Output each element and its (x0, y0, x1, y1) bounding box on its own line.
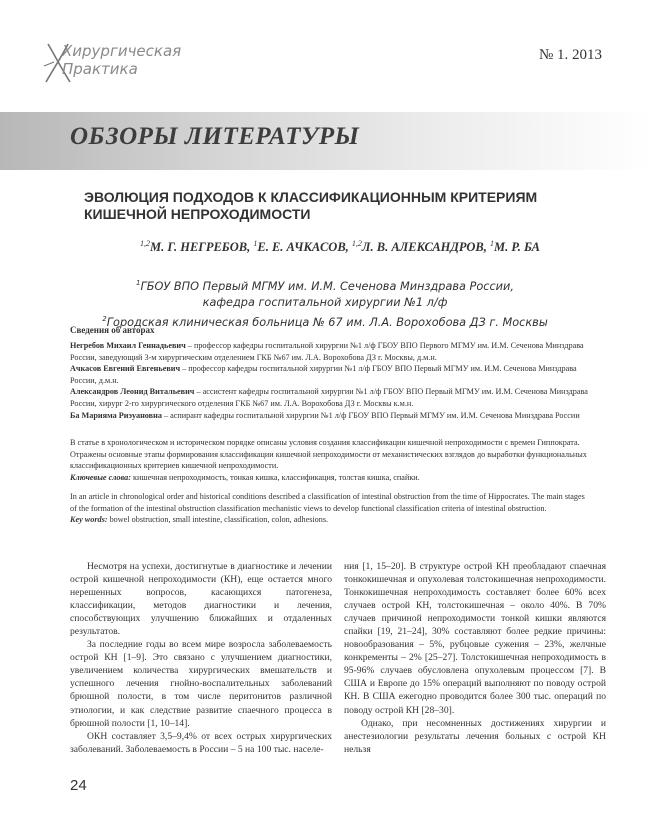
keywords-ru (70, 472, 590, 484)
affiliation1-line1: ГБОУ ВПО Первый МГМУ им. И.М. Сеченова Минздрава России, (140, 279, 514, 293)
keywords-en-label: Key words: (70, 515, 108, 525)
body-column-right (344, 560, 606, 756)
body-paragraph: Однако, при несомненных достижениях хирургии и анестезиологии результаты лечения больных с острой КН нельзя (344, 717, 606, 755)
author-info-name: Александров Леонид Витальевич (70, 387, 195, 397)
authors-info-heading: Сведения об авторах (70, 325, 155, 335)
body-paragraph: За последние годы во всем мире возросла заболеваемость острой КН [1–9]. Это связано с улучшением диагностики, увеличением количества хирургических вмешательств и успешного лечения гнойно-воспалительных заболеваний брюшной полости, в том числе перитонитов различной этиологии, и как следствие развитие спаечного процесса в брюшной полости [1, 10–14]. (70, 639, 332, 729)
author-sup: 1,2 (351, 239, 362, 248)
author-info-name: Ачкасов Евгений Евгеньевич (70, 364, 181, 374)
authors-line (140, 239, 540, 255)
author-info-text: – профессор кафедры госпитальной хирургии №1 л/ф ГБОУ ВПО Первого МГМУ им. И.М. Сеченова Минздрава России, заведующий 3-м хирургическим отделением ГКБ №67 им. Л.А. Ворохобова ДЗ г. Москвы, д.м.н. (70, 341, 584, 362)
article-title-line2: КИШЕЧНОЙ НЕПРОХОДИМОСТИ (84, 206, 311, 222)
section-title: ОБЗОРЫ ЛИТЕРАТУРЫ (70, 123, 360, 150)
body-paragraph: Несмотря на успехи, достигнутые в диагностике и лечении острой кишечной непроходимости (КН), еще остается много нерешенных вопросов, касающихся патогенеза, классификации, методов диагностики и лечения, способствующих улучшению ближайших и отдаленных результатов. (70, 561, 332, 638)
keywords-ru-text: кишечная непроходимость, тонкая кишка, классификация, толстая кишка, спайки. (130, 472, 420, 482)
author-info-text: – профессор кафедры госпитальной хирургии №1 л/ф ГБОУ ВПО Первый МГМУ им. И.М. Сеченова Минздрава России, д.м.н. (70, 364, 577, 385)
logo-line2: Практика (62, 60, 138, 78)
author-info-entry (70, 386, 590, 409)
author-sup: 1 (253, 239, 258, 248)
affiliation1-line2: кафедра госпитальной хирургии №1 л/ф (202, 295, 448, 309)
abstract-en (70, 491, 590, 526)
author-name: Л. В. АЛЕКСАНДРОВ, (361, 240, 487, 255)
keywords-en-text: bowel obstruction, small intestine, classification, colon, adhesions. (107, 515, 329, 525)
body-paragraph: ОКН составляет 3,5–9,4% от всех острых хирургических заболеваний. Заболеваемость в России – 5 на 100 тыс. населе- (70, 730, 332, 755)
authors-info (70, 340, 590, 421)
author-info-name: Ба Марияма Риэуановна (70, 410, 162, 420)
author-name: Е. Е. АЧКАСОВ, (257, 240, 349, 255)
author-info-entry (70, 410, 590, 422)
author-info-entry (70, 363, 590, 386)
author-info-entry (70, 340, 590, 363)
author-info-name: Негребов Михаил Геннадьевич (70, 341, 186, 350)
abstract-ru-text: В статье в хронологическом и историческом порядке описаны условия создания классификации кишечной непроходимости с времен Гиппократа. Отражены основные этапы формирования классификации кишечной непроходимости от механистических взглядов до выработки функциональных классификационных критериев кишечной непроходимости. (70, 438, 587, 471)
affiliation2: Городская клиническая больница № 67 им. Л.А. Ворохобова ДЗ г. Москвы (106, 315, 548, 329)
affiliation1-sup: 1 (136, 279, 141, 287)
abstract-en-text: In an article in chronological order and historical conditions described a classification of intestinal obstruction from the time of Hippocrates. The main stages of the formation of the intestinal obstruction classification mechanistic views to develop functional classification criteria of intestinal obstruction. (70, 492, 585, 513)
author-info-text: – ассистент кафедры госпитальной хирургии №1 л/ф ГБОУ ВПО Первый МГМУ им. И.М. Сеченова Минздрава России, хирург 2-го хирургического отделения ГКБ №67 им. Л.А. Ворохобова ДЗ г. Москвы к.м.н. (70, 387, 588, 408)
page-number: 24 (70, 777, 87, 794)
logo-line1: Хирургическая (62, 42, 182, 60)
body-column-left (70, 560, 332, 756)
author-sup: 1,2 (140, 239, 150, 248)
journal-logo (40, 40, 200, 86)
affiliations (60, 275, 590, 331)
abstract-ru (70, 437, 590, 483)
article-title (84, 189, 584, 223)
author-info-text: – аспирант кафедры госпитальной хирургии №1 л/ф ГБОУ ВПО Первый МГМУ им. И.М. Сеченова Минздрава России (161, 410, 580, 420)
body-paragraph: ния [1, 15–20]. В структуре острой КН преобладают спаечная тонкокишечная и опухолевая толстокишечная непроходимости. Тонкокишечная непроходимость составляет более 60% всех случаев острой КН, толстокишечная – около 40%. В 70% случаев причиной непроходимости тонкой кишки являются спайки [19, 21–24], 30% составляют более редкие причины: новообразования – 5%, рубцовые сужения – 23%, желчные конкременты – 2% [25–27]. Толстокишечная непроходимость в 95-96% случаев обусловлена опухолевым процессом [7]. В США и Европе до 15% операций выполняют по поводу острой КН. В США ежегодно проводится более 300 тыс. операций по поводу острой КН [28–30]. (344, 561, 606, 716)
affiliation2-sup: 2 (102, 314, 107, 323)
keywords-en (70, 514, 590, 526)
issue-number: № 1. 2013 (538, 47, 602, 63)
keywords-ru-label: Ключевые слова: (70, 472, 131, 482)
author-sup: 1 (490, 239, 495, 248)
author-name: М. Г. НЕГРЕБОВ, (150, 240, 251, 255)
article-title-line1: ЭВОЛЮЦИЯ ПОДХОДОВ К КЛАССИФИКАЦИОННЫМ КРИТЕРИЯМ (84, 189, 538, 205)
author-name: М. Р. БА (494, 240, 540, 255)
